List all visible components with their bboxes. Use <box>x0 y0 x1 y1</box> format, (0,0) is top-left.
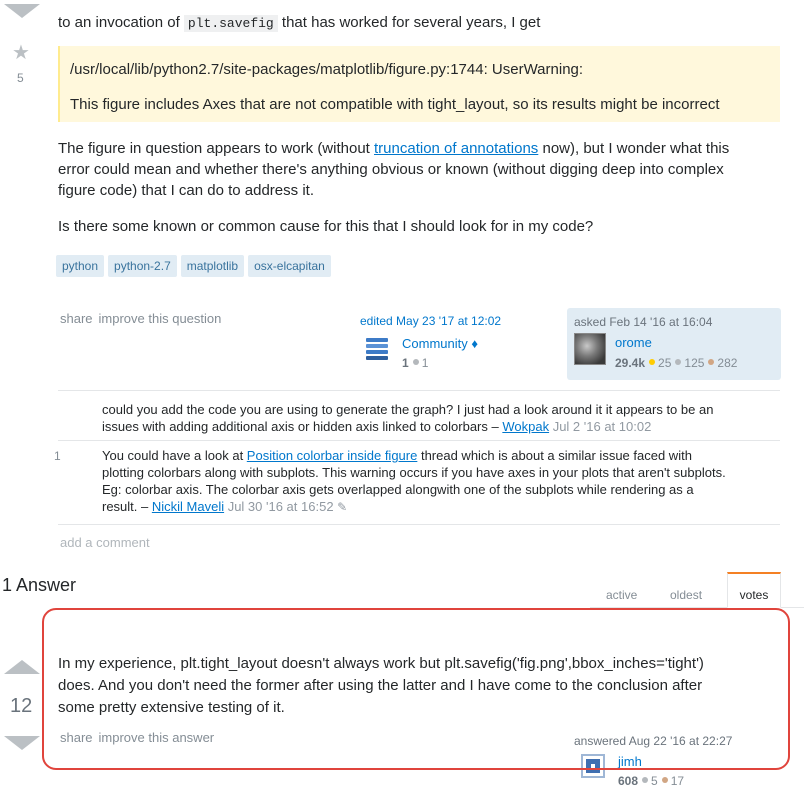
answerer-silver-count: 5 <box>651 774 658 788</box>
bronze-badge-icon <box>413 359 419 365</box>
share-answer-link[interactable]: share <box>60 730 93 745</box>
comment-line-4: result. – <box>102 499 152 514</box>
asker-signature <box>567 308 781 380</box>
asker-reputation <box>615 354 737 372</box>
tab-votes[interactable]: votes <box>727 572 781 608</box>
improve-answer-link[interactable]: improve this answer <box>98 730 215 745</box>
tab-oldest[interactable]: oldest <box>670 588 703 602</box>
asker-silver-count: 125 <box>684 356 705 370</box>
answers-count-heading: 1 Answer <box>2 575 77 595</box>
para1-line2: error could mean and whether there's anything obvious or known (without digging deep into complex <box>58 161 724 178</box>
answer-vote-count: 12 <box>10 695 33 717</box>
downvote-answer-button[interactable] <box>4 736 40 750</box>
question-tags <box>56 255 335 277</box>
silver-badge-icon <box>675 359 681 365</box>
para1-text-end: now), but I wonder what this <box>538 140 730 157</box>
question-paragraph-1 <box>58 138 788 201</box>
improve-question-link[interactable]: improve this question <box>98 311 222 326</box>
bronze-badge-icon <box>662 777 668 783</box>
inline-code: plt.savefig <box>184 15 278 32</box>
editor-reputation <box>402 354 428 372</box>
editor-rep: 1 <box>402 356 409 370</box>
question-paragraph-2: Is there some known or common cause for this that I should look for in my code? <box>58 218 594 235</box>
editor-name-link[interactable]: Community ♦ <box>402 336 478 351</box>
question-intro <box>58 12 540 34</box>
answered-time: answered Aug 22 '16 at 22:27 <box>574 734 733 748</box>
tag-python-2-7[interactable]: python-2.7 <box>108 255 177 277</box>
comment-line-2: issues with adding additional axis or hidden axis linked to colorbars – <box>102 419 503 434</box>
gold-badge-icon <box>649 359 655 365</box>
comment-line-2: plotting colorbars along with subplots. This warning occurs if you have axes in your plots that aren't subplots. <box>102 465 726 480</box>
comment-item <box>102 401 782 435</box>
comment-divider <box>58 440 780 441</box>
add-comment-link[interactable]: add a comment <box>60 535 150 550</box>
upvote-answer-button[interactable] <box>4 660 40 674</box>
comment-date: Jul 30 '16 at 16:52 <box>224 499 334 514</box>
truncation-annotations-link[interactable]: truncation of annotations <box>374 140 539 157</box>
answer-line-1: In my experience, plt.tight_layout doesn't always work but plt.savefig('fig.png',bbox_inches='tight') <box>58 655 704 672</box>
comment-item <box>102 447 792 516</box>
tag-osx-elcapitan[interactable]: osx-elcapitan <box>248 255 331 277</box>
comments-bottom-divider <box>58 524 780 525</box>
comment-text: You could have a look at <box>102 448 247 463</box>
share-question-link[interactable]: share <box>60 311 93 326</box>
comment-line-3: Eg: colorbar axis. The colorbar axis gets overlapped alongwith one of the subplots while rendering as a <box>102 482 694 497</box>
favorite-star-icon[interactable]: ★ <box>12 42 30 64</box>
warning-blockquote <box>58 46 780 122</box>
bronze-badge-icon <box>708 359 714 365</box>
question-post-menu <box>60 310 227 328</box>
intro-text: to an invocation of <box>58 14 184 31</box>
answer-line-2: does. And you don't need the former after using the latter and I have come to the conclusion after <box>58 677 703 694</box>
tag-python[interactable]: python <box>56 255 104 277</box>
position-colorbar-link[interactable]: Position colorbar inside figure <box>246 448 418 463</box>
answerer-bronze-count: 17 <box>670 774 685 788</box>
asker-rep: 29.4k <box>615 356 646 370</box>
answerer-rep: 608 <box>618 774 639 788</box>
asker-gold-count: 25 <box>658 356 672 370</box>
tab-active[interactable]: active <box>606 588 638 602</box>
comment-date: Jul 2 '16 at 10:02 <box>549 419 652 434</box>
comment-line-1: could you add the code you are using to generate the graph? I just had a look around it it appears to be an <box>102 402 714 417</box>
answer-line-3: some pretty extensive testing of it. <box>58 699 285 716</box>
quote-line-1: /usr/local/lib/python2.7/site-packages/matplotlib/figure.py:1744: UserWarning: <box>70 61 584 78</box>
comment-score: 1 <box>54 449 61 463</box>
answerer-reputation <box>618 772 684 790</box>
comment-user-wokpak-link[interactable]: Wokpak <box>502 419 550 434</box>
comment-text-end: thread which is about a similar issue faced with <box>417 448 692 463</box>
quote-line-2: This figure includes Axes that are not compatible with tight_layout, so its results might be incorrect <box>70 96 720 113</box>
tag-matplotlib[interactable]: matplotlib <box>181 255 244 277</box>
asker-bronze-count: 282 <box>717 356 738 370</box>
community-avatar[interactable] <box>366 338 388 362</box>
comments-top-divider <box>58 390 780 391</box>
editor-bronze-count: 1 <box>421 356 429 370</box>
asker-name-link[interactable]: orome <box>615 335 652 350</box>
downvote-question-button[interactable] <box>4 4 40 18</box>
edited-time[interactable]: edited May 23 '17 at 12:02 <box>360 314 502 328</box>
answer-sort-tabs <box>590 572 804 608</box>
answer-highlight-outline <box>42 608 790 770</box>
editor-signature <box>360 314 560 370</box>
asked-time: asked Feb 14 '16 at 16:04 <box>574 315 713 329</box>
silver-badge-icon <box>642 777 648 783</box>
favorite-count: 5 <box>17 71 24 85</box>
edited-pencil-icon: ✎ <box>337 500 348 514</box>
orome-avatar[interactable] <box>574 333 606 365</box>
comment-user-nickil-link[interactable]: Nickil Maveli <box>151 499 225 514</box>
para1-text: The figure in question appears to work (without <box>58 140 375 157</box>
intro-text-end: that has worked for several years, I get <box>277 14 541 31</box>
para1-line3: figure code) that I can do to address it. <box>58 182 314 199</box>
answerer-name-link[interactable]: jimh <box>618 754 642 769</box>
